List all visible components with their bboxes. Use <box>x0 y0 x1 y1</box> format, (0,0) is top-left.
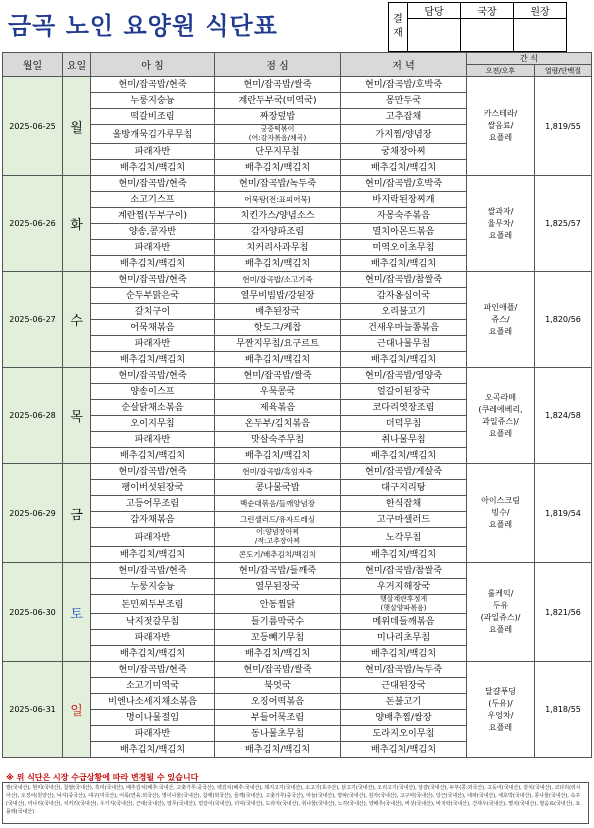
day-weekday: 수 <box>63 272 91 368</box>
lunch-item: 현미/잡곡밥/들깨죽 <box>215 563 341 579</box>
day-date: 2025-06-30 <box>3 563 63 662</box>
dinner-item: 근대된장국 <box>341 678 467 694</box>
dinner-item: 도라지오이무침 <box>341 726 467 742</box>
breakfast-item: 배추김치/백김치 <box>91 160 215 176</box>
approval-box <box>388 2 567 52</box>
dinner-item: 우거지해장국 <box>341 579 467 595</box>
breakfast-item: 현미/잡곡밥/현죽 <box>91 77 215 93</box>
kcal-cell: 1,818/55 <box>535 662 592 758</box>
dinner-item: 현미/잡곡밥/참쌀죽 <box>341 272 467 288</box>
dinner-item: 얼갈이된장국 <box>341 384 467 400</box>
dinner-item: 배추김치/백김치 <box>341 742 467 758</box>
kcal-cell: 1,825/57 <box>535 176 592 272</box>
lunch-item: 배추김치/백김치 <box>215 646 341 662</box>
lunch-item: 무짠지무침/요구르트 <box>215 336 341 352</box>
dinner-item: 대구지리탕 <box>341 480 467 496</box>
meal-row <box>3 464 592 480</box>
dinner-item: 건새우마늘쫑볶음 <box>341 320 467 336</box>
dinner-item: 궁채장아찌 <box>341 144 467 160</box>
breakfast-item: 낙지젓갈무침 <box>91 614 215 630</box>
lunch-item: 열무된장국 <box>215 579 341 595</box>
meal-row <box>3 563 592 579</box>
lunch-item: 우묵콩국 <box>215 384 341 400</box>
meal-row <box>3 176 592 192</box>
lunch-item: 콩나물국밥 <box>215 480 341 496</box>
meal-row <box>3 662 592 678</box>
lunch-item: 제육볶음 <box>215 400 341 416</box>
breakfast-item: 누룽지숭늉 <box>91 579 215 595</box>
header-snack-time: 오전/오후 <box>467 65 535 77</box>
kcal-cell: 1,824/58 <box>535 368 592 464</box>
approval-head-chief: 원장 <box>514 3 567 19</box>
dinner-item: 멸치아몬드볶음 <box>341 224 467 240</box>
dinner-item: 배추김치/백김치 <box>341 352 467 368</box>
approval-head-manager: 담당 <box>408 3 461 19</box>
breakfast-item: 떡갈비조림 <box>91 109 215 125</box>
breakfast-item: 감자채볶음 <box>91 512 215 528</box>
day-weekday: 화 <box>63 176 91 272</box>
origin-info: 쌀(국내산), 현미(국내산), 찹쌀(국내산), 흑미(국내산), 배추김치(배추:국내산, 고춧가루:중국산), 백김치(배추:국내산), 돼지고기(국내산), 소고기(호주산), 닭고기(국내산), 오리고기(국내산), 달걀(국내산), 두부(콩:외국산), 고등어(국내산), 갈치(국내산), 코다리(러시아산), 오징어(원양산), 낙지(중국산), 대구(미국산), 어묵(연육:외국산), 명이나물(국내산), 참깨(외국산), 들깨(국내산), 고춧가루(중국산), 마늘(국내산), 양파(국내산), 감자(국내산), 고구마(국내산), 당근(국내산), 대파(국내산), 애호박(국내산), 콩나물(국내산), 숙주(국내산), 미나리(국내산), 치커리(국내산), 우거지(국내산), 근대(국내산), 열무(국내산), 얼갈이(국내산), 더덕(국내산), 도라지(국내산), 취나물(국내산), 노각(국내산), 양배추(국내산), 버섯(국내산), 바지락(국내산), 건새우(국내산), 멸치(국내산), 쌀음료(국내산), 요플레(국내산) <box>2 782 589 824</box>
lunch-item: 북엇국 <box>215 678 341 694</box>
breakfast-item: 파래자반 <box>91 240 215 256</box>
breakfast-item: 현미/잡곡밥/현죽 <box>91 176 215 192</box>
footer-note: ※ 위 식단은 시장 수급상황에 따라 변경될 수 있습니다 <box>6 773 199 782</box>
lunch-item: 치커리사과무침 <box>215 240 341 256</box>
dinner-item: 근대나물무침 <box>341 336 467 352</box>
breakfast-item: 파래자반 <box>91 528 215 547</box>
dinner-item: 자몽숙주볶음 <box>341 208 467 224</box>
dinner-item: 고추잡채 <box>341 109 467 125</box>
dinner-item: 미나리초무침 <box>341 630 467 646</box>
dinner-item: 돈불고기 <box>341 694 467 710</box>
lunch-item: 현미/잡곡밥/쌀죽 <box>215 77 341 93</box>
dinner-item: 배추김치/백김치 <box>341 646 467 662</box>
breakfast-item: 파래자반 <box>91 432 215 448</box>
lunch-item: 짜장덮밥 <box>215 109 341 125</box>
breakfast-item: 파래자반 <box>91 144 215 160</box>
breakfast-item: 파래자반 <box>91 726 215 742</box>
approval-label-top: 결 <box>393 14 403 25</box>
dinner-item: 현미/잡곡밥/게살죽 <box>341 464 467 480</box>
lunch-item: 부들어묵조림 <box>215 710 341 726</box>
lunch-item: 어:양념장아찌 /적:고추장아찌 <box>215 528 341 547</box>
dinner-item: 고구마샐러드 <box>341 512 467 528</box>
header-weekday: 요일 <box>63 53 91 77</box>
lunch-item: 현미/잡곡밥/쌀죽 <box>215 662 341 678</box>
kcal-cell: 1,820/56 <box>535 272 592 368</box>
breakfast-item: 소고기스프 <box>91 192 215 208</box>
breakfast-item: 순살닭채소볶음 <box>91 400 215 416</box>
breakfast-item: 현미/잡곡밥/현죽 <box>91 563 215 579</box>
breakfast-item: 누룽지숭늉 <box>91 93 215 109</box>
lunch-item: 배추김치/백김치 <box>215 742 341 758</box>
lunch-item: 맛살숙주무침 <box>215 432 341 448</box>
breakfast-item: 배추김치/백김치 <box>91 352 215 368</box>
lunch-item: 계란두부국(미역국) <box>215 93 341 109</box>
breakfast-item: 현미/잡곡밥/현죽 <box>91 272 215 288</box>
dinner-item: 한식잡채 <box>341 496 467 512</box>
meal-row <box>3 368 592 384</box>
day-weekday: 일 <box>63 662 91 758</box>
dinner-item: 미역오이초무침 <box>341 240 467 256</box>
breakfast-item: 파래자반 <box>91 336 215 352</box>
header-snack: 간 식 <box>467 53 592 65</box>
lunch-item: 어묵탕(전:표피어묵) <box>215 192 341 208</box>
breakfast-item: 명이나물절임 <box>91 710 215 726</box>
lunch-item: 단무지무침 <box>215 144 341 160</box>
breakfast-item: 양송,콩자반 <box>91 224 215 240</box>
breakfast-item: 배추김치/백김치 <box>91 547 215 563</box>
lunch-item: 핫도그/케찹 <box>215 320 341 336</box>
lunch-item: 배추된장국 <box>215 304 341 320</box>
breakfast-item: 어묵채볶음 <box>91 320 215 336</box>
breakfast-item: 현미/잡곡밥/현죽 <box>91 368 215 384</box>
dinner-item: 현미/잡곡밥/녹두죽 <box>341 662 467 678</box>
lunch-item: 현미/잡곡밥/흑임자죽 <box>215 464 341 480</box>
breakfast-item: 고등어무조림 <box>91 496 215 512</box>
lunch-item: 감자양파조림 <box>215 224 341 240</box>
lunch-item: 온두부/김치볶음 <box>215 416 341 432</box>
approval-sign-manager[interactable] <box>408 19 461 52</box>
dinner-item: 취나물무침 <box>341 432 467 448</box>
kcal-cell: 1,821/56 <box>535 563 592 662</box>
header-dinner: 저 녁 <box>341 53 467 77</box>
lunch-item: 오징어떡볶음 <box>215 694 341 710</box>
kcal-cell: 1,819/54 <box>535 464 592 563</box>
dinner-item: 노각무침 <box>341 528 467 547</box>
day-date: 2025-06-27 <box>3 272 63 368</box>
dinner-item: 양배추찜/쌈장 <box>341 710 467 726</box>
day-date: 2025-06-29 <box>3 464 63 563</box>
meal-row <box>3 272 592 288</box>
breakfast-item: 파래자반 <box>91 630 215 646</box>
dinner-item: 바지락된장찌개 <box>341 192 467 208</box>
lunch-item: 동나물초무침 <box>215 726 341 742</box>
dinner-item: 배추김치/백김치 <box>341 160 467 176</box>
lunch-item: 현미/잡곡밥/소고기죽 <box>215 272 341 288</box>
breakfast-item: 소고기미역국 <box>91 678 215 694</box>
breakfast-item: 갈치구이 <box>91 304 215 320</box>
day-date: 2025-06-26 <box>3 176 63 272</box>
breakfast-item: 비엔나소세지채소볶음 <box>91 694 215 710</box>
day-date: 2025-06-31 <box>3 662 63 758</box>
lunch-item: 들기름막국수 <box>215 614 341 630</box>
header-breakfast: 아 침 <box>91 53 215 77</box>
lunch-item: 백순대볶음/들깨양념장 <box>215 496 341 512</box>
lunch-item: 현미/잡곡밥/쌀죽 <box>215 368 341 384</box>
breakfast-item: 올방개묵김가루무침 <box>91 125 215 144</box>
day-date: 2025-06-28 <box>3 368 63 464</box>
kcal-cell: 1,819/55 <box>535 77 592 176</box>
dinner-item: 감자옹심이국 <box>341 288 467 304</box>
day-date: 2025-06-25 <box>3 77 63 176</box>
meal-plan-table <box>2 52 592 758</box>
meal-row <box>3 77 592 93</box>
lunch-item: 배추김치/백김치 <box>215 256 341 272</box>
breakfast-item: 현미/잡곡밥/현죽 <box>91 662 215 678</box>
day-weekday: 월 <box>63 77 91 176</box>
breakfast-item: 현미/잡곡밥/현죽 <box>91 464 215 480</box>
approval-label <box>389 3 408 52</box>
lunch-item: 열무비빔밥/강된장 <box>215 288 341 304</box>
dinner-item: 몽만두국 <box>341 93 467 109</box>
dinner-item: 현미/잡곡밥/호박죽 <box>341 77 467 93</box>
dinner-item: 코다리엿장조림 <box>341 400 467 416</box>
day-weekday: 목 <box>63 368 91 464</box>
header-kcal: 열량/단백질 <box>535 65 592 77</box>
breakfast-item: 돈민찌두부조림 <box>91 595 215 614</box>
snack-cell: 오곡라떼 (쿠레에베리, 과일쥬스)/ 요플레 <box>467 368 535 464</box>
breakfast-item: 순두부맑은국 <box>91 288 215 304</box>
header-lunch: 점 심 <box>215 53 341 77</box>
breakfast-item: 팽이버섯된장국 <box>91 480 215 496</box>
lunch-item: 현미/잡곡밥/녹두죽 <box>215 176 341 192</box>
snack-cell: 아이스크림 빙수/ 요플레 <box>467 464 535 563</box>
approval-label-bottom: 재 <box>393 28 403 39</box>
snack-cell: 파인애플/ 쥬스/ 요플레 <box>467 272 535 368</box>
lunch-item: 궁중떡볶이 (여:감자볶음/채곡) <box>215 125 341 144</box>
approval-head-director: 국장 <box>461 3 514 19</box>
header-month-day: 월일 <box>3 53 63 77</box>
lunch-item: 안동찜닭 <box>215 595 341 614</box>
lunch-item: 배추김치/백김치 <box>215 448 341 464</box>
dinner-item: 햇살계란후정게 (햇살양파볶음) <box>341 595 467 614</box>
snack-cell: 롤케익/ 두유 (과일쥬스)/ 요플레 <box>467 563 535 662</box>
snack-cell: 쌀과자/ 율무차/ 요플레 <box>467 176 535 272</box>
breakfast-item: 오이지무침 <box>91 416 215 432</box>
lunch-item: 치킨가스/양념소스 <box>215 208 341 224</box>
breakfast-item: 배추김치/백김치 <box>91 256 215 272</box>
breakfast-item: 배추김치/백김치 <box>91 448 215 464</box>
dinner-item: 배추김치/백김치 <box>341 547 467 563</box>
lunch-item: 콘도기/배추김치/백김치 <box>215 547 341 563</box>
breakfast-item: 배추김치/백김치 <box>91 646 215 662</box>
day-weekday: 토 <box>63 563 91 662</box>
dinner-item: 가지찜/양념장 <box>341 125 467 144</box>
approval-sign-chief[interactable] <box>514 19 567 52</box>
lunch-item: 그린샐러드/유자드레싱 <box>215 512 341 528</box>
dinner-item: 배추김치/백김치 <box>341 256 467 272</box>
approval-sign-director[interactable] <box>461 19 514 52</box>
page-title: 금곡 노인 요양원 식단표 <box>8 12 278 40</box>
day-weekday: 금 <box>63 464 91 563</box>
dinner-item: 현미/잡곡밥/참쌀죽 <box>341 563 467 579</box>
dinner-item: 오리불고기 <box>341 304 467 320</box>
lunch-item: 배추김치/백김치 <box>215 160 341 176</box>
snack-cell: 카스테라/ 쌀음료/ 요플레 <box>467 77 535 176</box>
breakfast-item: 양송이스프 <box>91 384 215 400</box>
dinner-item: 배추김치/백김치 <box>341 448 467 464</box>
dinner-item: 더덕무침 <box>341 416 467 432</box>
dinner-item: 메위데들깨볶음 <box>341 614 467 630</box>
breakfast-item: 계란찜(두부구이) <box>91 208 215 224</box>
dinner-item: 현미/잡곡밥/영양죽 <box>341 368 467 384</box>
dinner-item: 현미/잡곡밥/호박죽 <box>341 176 467 192</box>
snack-cell: 달걀푸딩 (두유)/ 우엉차/ 요플레 <box>467 662 535 758</box>
breakfast-item: 배추김치/백김치 <box>91 742 215 758</box>
lunch-item: 꼬등빼기무침 <box>215 630 341 646</box>
lunch-item: 배추김치/백김치 <box>215 352 341 368</box>
